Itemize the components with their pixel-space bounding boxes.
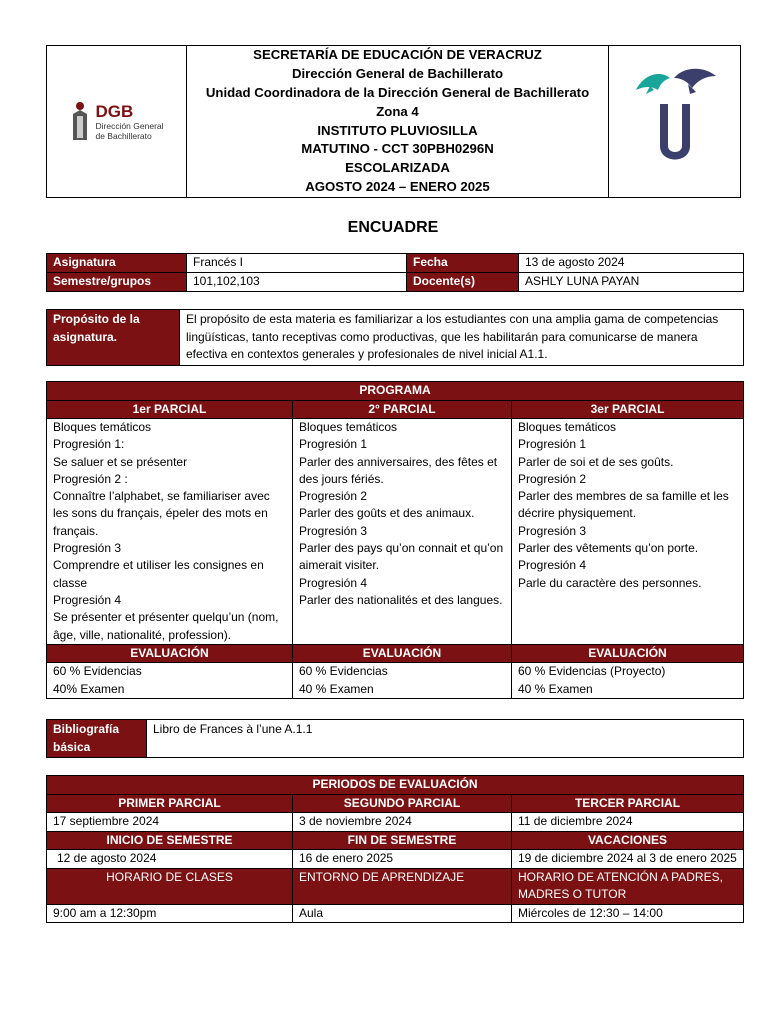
eval-line: 40 % Examen	[299, 681, 374, 696]
header-text-cell	[187, 46, 609, 198]
periods-title: PERIODOS DE EVALUACIÓN	[47, 776, 744, 795]
eval-value-3	[512, 663, 744, 699]
program-line: Parler des pays qu’on connait et qu’on aimerait visiter.	[299, 541, 504, 573]
program-line: Progresión 3	[518, 523, 587, 538]
period-head: INICIO DE SEMESTRE	[47, 831, 293, 850]
program-line: Parler des anniversaires, des fêtes et des jours fériés.	[299, 454, 498, 486]
grupos-label: Semestre/grupos	[47, 273, 187, 292]
program-line: Progresión 1	[299, 437, 368, 452]
header-line: ESCOLARIZADA	[345, 160, 450, 176]
program-line: Progresión 1:	[53, 437, 125, 452]
purpose-table	[46, 309, 744, 366]
eval-label-2: EVALUACIÓN	[293, 644, 512, 663]
u-logo-cell	[609, 46, 741, 198]
purpose-label: Propósito de la asignatura.	[47, 310, 180, 366]
eval-line: 60 % Evidencias	[53, 664, 142, 679]
eval-value-2	[293, 663, 512, 699]
program-line: Bloques temáticos	[518, 420, 617, 434]
dgb-logo	[47, 100, 186, 144]
fecha-value: 13 de agosto 2024	[519, 254, 744, 273]
dgb-logo-title: DGB	[95, 101, 134, 121]
program-line: Progresión 4	[53, 592, 122, 607]
program-line: Progresión 3	[299, 523, 368, 538]
period-value: 19 de diciembre 2024 al 3 de enero 2025	[512, 850, 744, 869]
program-line: Parler des nationalités et des langues.	[299, 592, 503, 607]
program-line: Comprendre et utiliser les consignes en classe	[53, 558, 264, 590]
header-line: MATUTINO - CCT 30PBH0296N	[301, 141, 494, 157]
header-table	[46, 45, 741, 198]
page-title: ENCUADRE	[347, 219, 439, 236]
program-line: Bloques temáticos	[53, 420, 152, 434]
period-value: 12 de agosto 2024	[47, 850, 293, 869]
dgb-logo-cell	[47, 46, 187, 198]
program-table	[46, 381, 744, 699]
header-line: SECRETARÍA DE EDUCACIÓN DE VERACRUZ	[253, 47, 542, 63]
program-line: Progresión 2	[299, 489, 368, 504]
eval-line: 60 % Evidencias	[299, 664, 388, 679]
program-body-3	[512, 419, 744, 645]
eval-value-1	[47, 663, 293, 699]
period-head: PRIMER PARCIAL	[47, 794, 293, 813]
header-line: INSTITUTO PLUVIOSILLA	[317, 122, 478, 138]
periods-table	[46, 775, 744, 923]
period-value: 16 de enero 2025	[293, 850, 512, 869]
eval-label-3: EVALUACIÓN	[512, 644, 744, 663]
eval-line: 40% Examen	[53, 681, 125, 696]
subject-table	[46, 253, 744, 292]
purpose-text: El propósito de esta materia es familiarizar a los estudiantes con una amplia gama de competencias lingüísticas, tanto receptivas como productivas, que les habilitarán para comunicarse de manera efectiva en contextos generales y profesionales de nivel inicial A1.1.	[180, 310, 744, 366]
eval-label-1: EVALUACIÓN	[47, 644, 293, 663]
program-line: Parle du caractère des personnes.	[518, 575, 702, 590]
schedule-value: Miércoles de 12:30 – 14:00	[512, 904, 744, 923]
program-line: Progresión 2	[518, 471, 587, 486]
program-line: Se présenter et présenter quelqu’un (nom, âge, ville, nationalité, profession).	[53, 610, 279, 642]
schedule-head: ENTORNO DE APRENDIZAJE	[293, 868, 512, 904]
program-line: Progresión 4	[518, 558, 587, 573]
period-value: 3 de noviembre 2024	[293, 813, 512, 832]
header-line: Zona 4	[376, 103, 419, 119]
docente-value: ASHLY LUNA PAYAN	[519, 273, 744, 292]
program-col-1: 1er PARCIAL	[47, 400, 293, 419]
biblio-table	[46, 719, 744, 758]
period-head: VACACIONES	[512, 831, 744, 850]
program-line: Progresión 3	[53, 541, 122, 556]
dolphin-u-logo-icon	[630, 64, 720, 174]
asignatura-label: Asignatura	[47, 254, 187, 273]
program-line: Parler des goûts et des animaux.	[299, 506, 475, 521]
dgb-logo-line2: de Bachillerato	[95, 130, 152, 141]
dgb-emblem-icon	[69, 100, 91, 144]
header-line: Dirección General de Bachillerato	[291, 66, 504, 82]
dgb-logo-line1: Dirección General	[95, 120, 164, 131]
eval-line: 40 % Examen	[518, 681, 593, 696]
schedule-head: HORARIO DE CLASES	[47, 868, 293, 904]
program-line: Progresión 4	[299, 575, 368, 590]
program-line: Connaître l’alphabet, se familiariser avec les sons du français, épeler des mots en français.	[53, 489, 270, 538]
program-line: Bloques temáticos	[299, 420, 398, 434]
fecha-label: Fecha	[407, 254, 519, 273]
program-line: Parler des membres de sa famille et les décrire physiquement.	[518, 489, 729, 521]
program-line: Progresión 1	[518, 437, 587, 452]
program-line: Parler de soi et de ses goûts.	[518, 454, 674, 469]
schedule-head: HORARIO DE ATENCIÓN A PADRES, MADRES O TUTOR	[512, 868, 744, 904]
program-col-2: 2° PARCIAL	[293, 400, 512, 419]
period-head: TERCER PARCIAL	[512, 794, 744, 813]
period-head: FIN DE SEMESTRE	[293, 831, 512, 850]
period-head: SEGUNDO PARCIAL	[293, 794, 512, 813]
program-title: PROGRAMA	[47, 382, 744, 401]
period-value: 11 de diciembre 2024	[512, 813, 744, 832]
grupos-value: 101,102,103	[187, 273, 407, 292]
program-col-3: 3er PARCIAL	[512, 400, 744, 419]
biblio-label: Bibliografía básica	[47, 720, 147, 758]
program-line: Progresión 2 :	[53, 471, 128, 486]
asignatura-value: Francés I	[187, 254, 407, 273]
period-value: 17 septiembre 2024	[47, 813, 293, 832]
header-line: AGOSTO 2024 – ENERO 2025	[305, 178, 490, 194]
program-body-1	[47, 419, 293, 645]
program-body-2	[293, 419, 512, 645]
eval-line: 60 % Evidencias (Proyecto)	[518, 664, 666, 679]
header-line: Unidad Coordinadora de la Dirección General de Bachillerato	[205, 84, 590, 100]
biblio-value: Libro de Frances à l’une A.1.1	[147, 720, 744, 758]
schedule-value: Aula	[293, 904, 512, 923]
program-line: Parler des vêtements qu’on porte.	[518, 541, 699, 556]
docente-label: Docente(s)	[407, 273, 519, 292]
schedule-value: 9:00 am a 12:30pm	[47, 904, 293, 923]
program-line: Se saluer et se présenter	[53, 454, 188, 469]
